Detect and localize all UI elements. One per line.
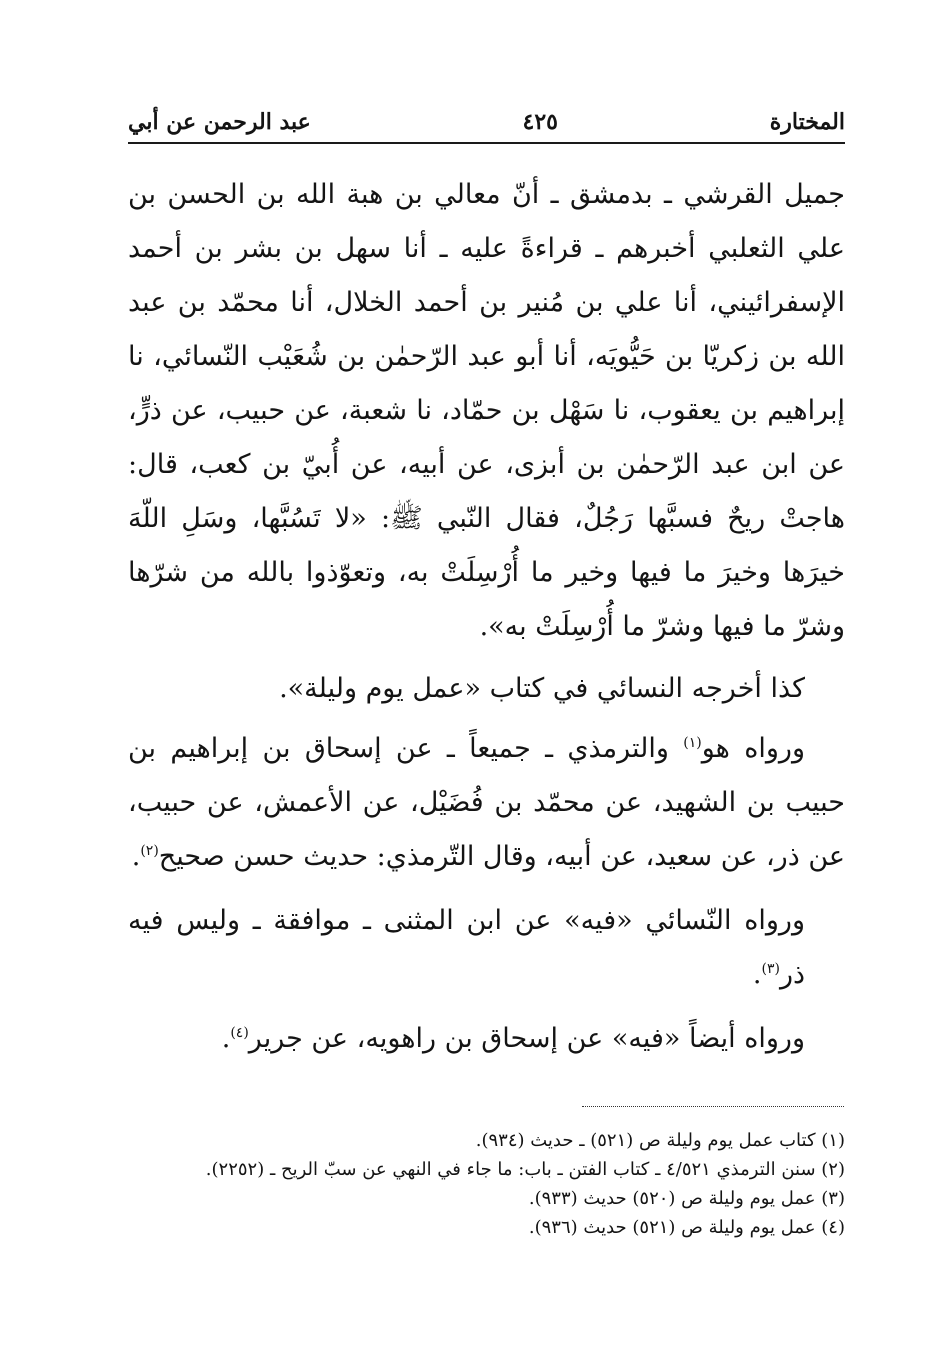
footnote-4: (٤) عمل يوم وليلة ص (٥٢١) حديث (٩٣٦). [528,1217,845,1238]
hadith-chain-paragraph: جميل القرشي ـ بدمشق ـ أنّ معالي بن هبة الله بن الحسن بن علي الثعلبي أخبرهم ـ قراءةً عليه ـ أنا سهل بن بشر بن أحمد الإسفرائيني، أنا علي بن مُنير بن أحمد الخلال، أنا محمّد بن عبد الله بن زكريّا بن حَيُّويَه، أنا أبو عبد الرّحمٰن بن شُعَيْب النّسائي، نا إبراهيم بن يعقوب، نا سَهْل بن حمّاد، نا شعبة، عن حبيب، عن ذرٍّ، عن ابن عبد الرّحمٰن بن أبزى، عن أبيه، عن أُبيّ بن كعب، قال: هاجتْ ريحٌ فسبَّها رَجُلٌ، فقال النّبي ﷺ: «لا تَسُبَّها، وسَلِ اللّهَ خيرَها وخيرَ ما فيها وخير ما أُرْسِلَتْ به، وتعوّذوا بالله من شرّها وشرّ ما فيها وشرّ ما أُرْسِلَتْ به». [128,179,845,642]
footnote-2: (٢) سنن الترمذي ٤/٥٢١ ـ كتاب الفتن ـ باب: ما جاء في النهي عن سبّ الريح ـ (٢٢٥٢). [205,1159,845,1180]
riwaya-1-end: . [131,841,141,872]
running-header [128,104,845,140]
page-number: ٤٢٥ [522,109,558,135]
riwaya-3-end: . [221,1023,231,1054]
footnote-3: (٣) عمل يوم وليلة ص (٥٢٠) حديث (٩٣٣). [528,1188,845,1209]
main-text [128,168,845,1066]
footnote-marker-4[interactable]: (٤) [230,1025,249,1041]
riwaya-2-text: ورواه النّسائي «فيه» عن ابن المثنى ـ موافقة ـ وليس فيه ذر [128,905,805,990]
riwaya-paragraph-3 [128,1012,845,1066]
footnotes-section [128,1126,845,1242]
footnote-separator [582,1106,844,1107]
footnote-marker-2[interactable]: (٢) [140,843,159,859]
footnote-1: (١) كتاب عمل يوم وليلة ص (٥٢١) ـ حديث (٩٣٤). [475,1130,845,1151]
riwaya-paragraph-1 [128,722,845,884]
footnote-marker-3[interactable]: (٣) [761,961,780,977]
riwaya-paragraph-2 [128,894,845,1002]
header-divider [128,142,845,144]
riwaya-1-text-b: والترمذي ـ جميعاً ـ عن إسحاق بن إبراهيم بن حبيب بن الشهيد، عن محمّد بن فُضَيْل، عن الأعمش، عن حبيب، عن ذر، عن سعيد، عن أبيه، وقال التّرمذي: حديث حسن صحيح [128,733,845,872]
riwaya-3-text: ورواه أيضاً «فيه» عن إسحاق بن راهويه، عن جرير [248,1023,805,1054]
footnote-marker-1[interactable]: (١) [683,735,702,751]
book-title: المختارة [769,109,845,135]
riwaya-1-text-a: ورواه هو [701,733,805,764]
entry-heading: عبد الرحمن عن أبي [128,109,311,135]
riwaya-2-end: . [752,959,762,990]
nasai-note-paragraph: كذا أخرجه النسائي في كتاب «عمل يوم وليلة». [279,673,805,704]
